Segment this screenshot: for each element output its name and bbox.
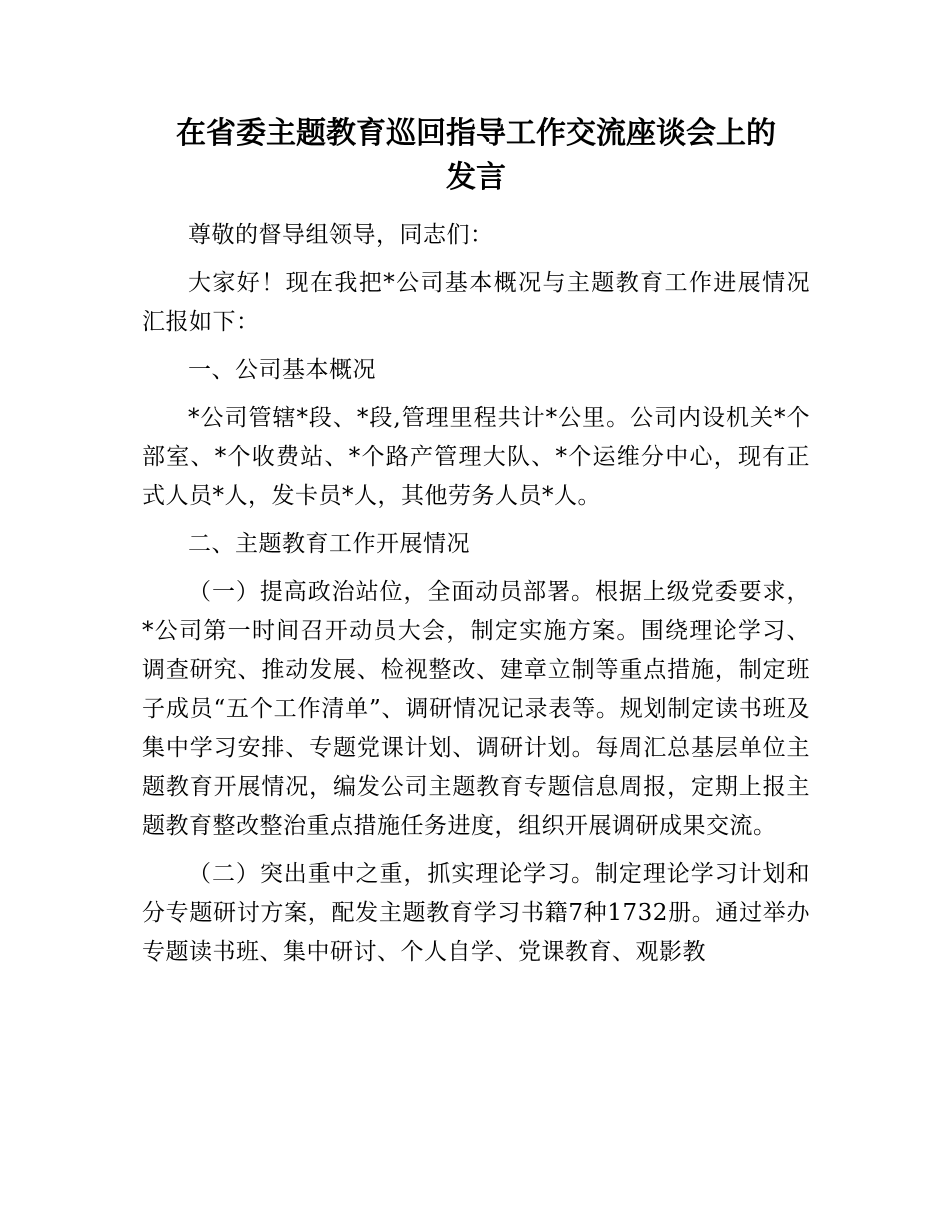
section-2-item-2: （二）突出重中之重，抓实理论学习。制定理论学习计划和分专题研讨方案，配发主题教育学习书籍7种1732册。通过举办专题读书班、集中研讨、个人自学、党课教育、观影教 <box>142 861 810 965</box>
document-title <box>142 112 810 200</box>
section-1-heading: 一、公司基本概况 <box>188 357 376 383</box>
title-line-2: 发言 <box>446 160 506 195</box>
salutation: 尊敬的督导组领导，同志们： <box>188 222 494 248</box>
section-2-heading: 二、主题教育工作开展情况 <box>188 531 470 557</box>
title-line-1: 在省委主题教育巡回指导工作交流座谈会上的 <box>176 116 776 151</box>
opening-paragraph: 大家好！现在我把*公司基本概况与主题教育工作进展情况汇报如下： <box>142 270 810 335</box>
document-page <box>142 112 810 972</box>
section-1-body: *公司管辖*段、*段,管理里程共计*公里。公司内设机关*个部室、*个收费站、*个路产管理大队、*个运维分中心，现有正式人员*人，发卡员*人，其他劳务人员*人。 <box>142 405 810 509</box>
section-2-item-1: （一）提高政治站位，全面动员部署。根据上级党委要求，*公司第一时间召开动员大会，制定实施方案。围绕理论学习、调查研究、推动发展、检视整改、建章立制等重点措施，制定班子成员“五个工作清单”、调研情况记录表等。规划制定读书班及集中学习安排、专题党课计划、调研计划。每周汇总基层单位主题教育开展情况，编发公司主题教育专题信息周报，定期上报主题教育整改整治重点措施任务进度，组织开展调研成果交流。 <box>142 579 810 839</box>
